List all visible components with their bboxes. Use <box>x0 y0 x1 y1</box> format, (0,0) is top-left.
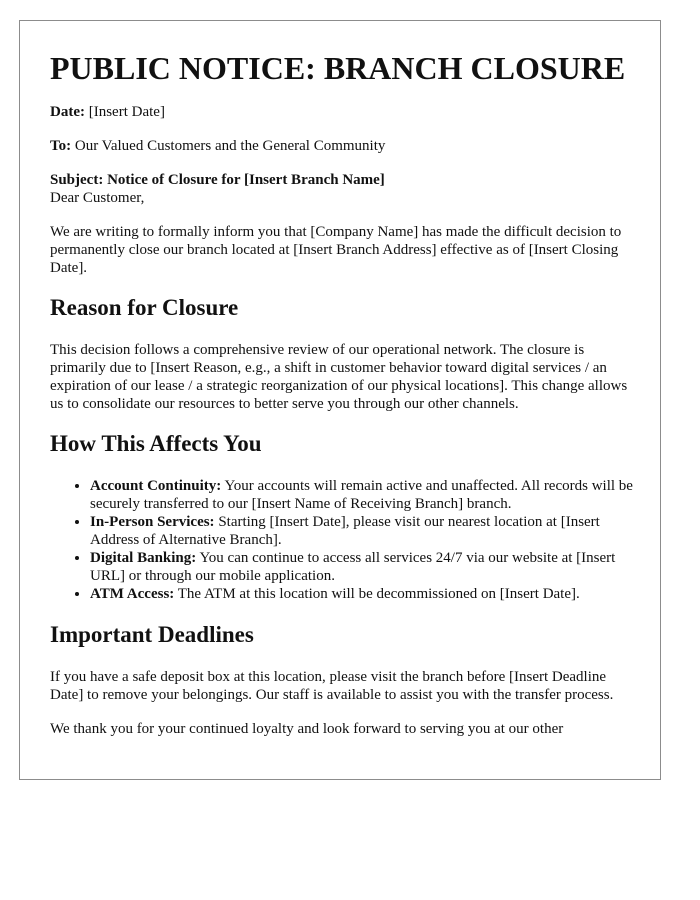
list-item-label: In-Person Services: <box>90 514 215 530</box>
list-item-text: The ATM at this location will be decommissioned on [Insert Date]. <box>174 586 580 602</box>
list-item <box>90 585 642 603</box>
notice-page <box>19 20 661 780</box>
subject-line <box>50 171 642 189</box>
affects-list <box>50 477 642 603</box>
intro-paragraph: We are writing to formally inform you that [Company Name] has made the difficult decision to permanently close our branch located at [Insert Branch Address] effective as of [Insert Closing Date]. <box>50 224 622 276</box>
page-title: PUBLIC NOTICE: BRANCH CLOSURE <box>50 50 626 86</box>
date-label: Date: <box>50 104 85 120</box>
list-item <box>90 549 642 585</box>
reason-paragraph: This decision follows a comprehensive review of our operational network. The closure is primarily due to [Insert Reason, e.g., a shift in customer behavior toward digital services / an expiration of our lease / a strategic reorganization of our physical locations]. This change allows us to consolidate our resources to better serve you through our other channels. <box>50 342 628 412</box>
to-label: To: <box>50 138 72 154</box>
notice-content <box>50 21 642 738</box>
closing-paragraph: We thank you for your continued loyalty and look forward to serving you at our other <box>50 721 564 737</box>
deadlines-heading: Important Deadlines <box>50 622 254 647</box>
greeting: Dear Customer, <box>50 190 145 206</box>
reason-heading: Reason for Closure <box>50 295 239 320</box>
date-line <box>50 103 642 121</box>
to-value: Our Valued Customers and the General Community <box>74 138 386 154</box>
list-item-text: Your accounts will remain active and unaffected. All records will be securely transferred to our [Insert Name of Receiving Branch] branch. <box>90 478 633 512</box>
to-line <box>50 137 642 155</box>
affects-heading: How This Affects You <box>50 431 262 456</box>
list-item <box>90 513 642 549</box>
deadlines-paragraph: If you have a safe deposit box at this location, please visit the branch before [Insert Deadline Date] to remove your belongings. Our staff is available to assist you with the transfer process. <box>50 669 614 703</box>
list-item <box>90 477 642 513</box>
date-value: [Insert Date] <box>88 104 165 120</box>
list-item-text: You can continue to access all services 24/7 via our website at [Insert URL] or through our mobile application. <box>90 550 616 584</box>
subject-text: Subject: Notice of Closure for [Insert Branch Name] <box>50 172 385 188</box>
list-item-text: Starting [Insert Date], please visit our nearest location at [Insert Address of Alternative Branch]. <box>90 514 600 548</box>
list-item-label: Digital Banking: <box>90 550 197 566</box>
list-item-label: ATM Access: <box>90 586 175 602</box>
list-item-label: Account Continuity: <box>90 478 222 494</box>
